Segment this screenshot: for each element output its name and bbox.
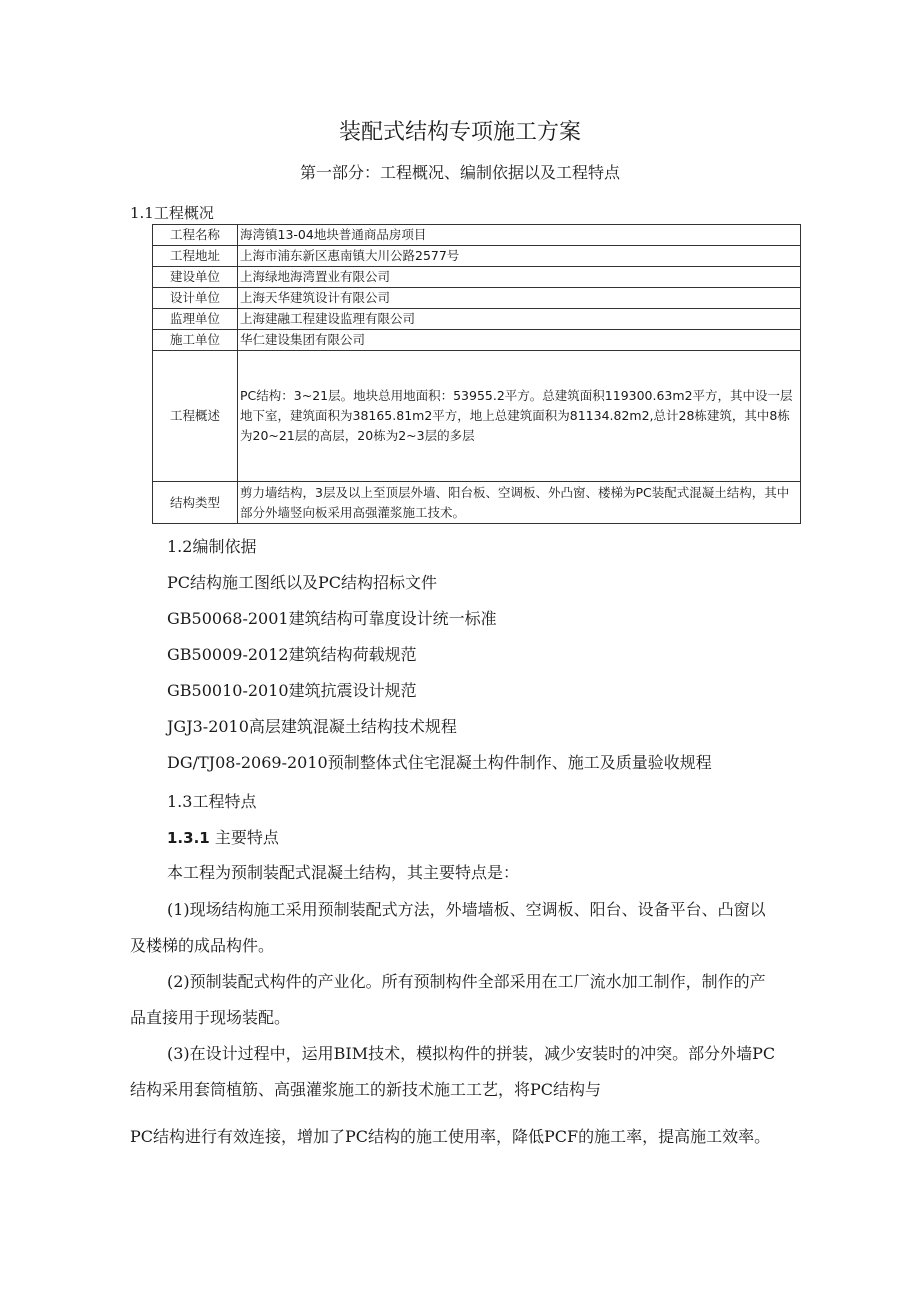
paragraph-line: (3)在设计过程中，运用BIM技术，模拟构件的拼装，减少安装时的冲突。部分外墙PC [167, 1044, 776, 1063]
document-subtitle: 第一部分：工程概况、编制依据以及工程特点 [299, 163, 620, 182]
section-1-1-heading: 1.1工程概况 [130, 204, 214, 222]
list-item: GB50010-2010建筑抗震设计规范 [167, 681, 417, 700]
table-row [153, 267, 801, 288]
table-value: PC结构：3~21层。地块总用地面积：53955.2平方。总建筑面积119300.63m2平方，其中设一层地下室，建筑面积为38165.81m2平方，地上总建筑面积为81134.82m2,总计28栋建筑，其中8栋为20~21层的高层，20栋为2~3层的多层 [238, 351, 801, 482]
paragraph-line: (2)预制装配式构件的产业化。所有预制构件全部采用在工厂流水加工制作，制作的产 [167, 972, 766, 991]
table-value: 上海建融工程建设监理有限公司 [238, 309, 801, 330]
table-value: 海湾镇13-04地块普通商品房项目 [238, 225, 801, 246]
list-item: PC结构施工图纸以及PC结构招标文件 [167, 573, 438, 592]
table-label: 工程名称 [153, 225, 238, 246]
table-value: 上海天华建筑设计有限公司 [238, 288, 801, 309]
section-1-3-1-heading [167, 825, 279, 848]
table-row [153, 482, 801, 524]
paragraph-line: 及楼梯的成品构件。 [130, 936, 275, 955]
section-1-3-heading: 1.3工程特点 [167, 792, 257, 811]
paragraph-line: PC结构进行有效连接，增加了PC结构的施工使用率，降低PCF的施工率，提高施工效率。 [130, 1127, 771, 1146]
table-row [153, 351, 801, 482]
table-label: 建设单位 [153, 267, 238, 288]
table-label: 工程概述 [153, 351, 238, 482]
section-1-2-heading: 1.2编制依据 [167, 537, 257, 556]
list-item: JGJ3-2010高层建筑混凝土结构技术规程 [167, 717, 457, 736]
table-value: 上海绿地海湾置业有限公司 [238, 267, 801, 288]
list-item: GB50068-2001建筑结构可靠度设计统一标准 [167, 609, 497, 628]
table-row [153, 288, 801, 309]
table-label: 施工单位 [153, 330, 238, 351]
table-row [153, 246, 801, 267]
document-title: 装配式结构专项施工方案 [338, 120, 581, 145]
table-value: 华仁建设集团有限公司 [238, 330, 801, 351]
paragraph-line: (1)现场结构施工采用预制装配式方法，外墙墙板、空调板、阳台、设备平台、凸窗以 [167, 900, 766, 919]
table-label: 工程地址 [153, 246, 238, 267]
list-item: GB50009-2012建筑结构荷载规范 [167, 645, 417, 664]
table-row [153, 330, 801, 351]
table-label: 监理单位 [153, 309, 238, 330]
section-number: 1.3.1 [167, 829, 210, 847]
table-label: 结构类型 [153, 482, 238, 524]
project-info-table [152, 224, 801, 524]
section-title: 主要特点 [214, 828, 279, 847]
table-label: 设计单位 [153, 288, 238, 309]
list-item: DG/TJ08-2069-2010预制整体式住宅混凝土构件制作、施工及质量验收规程 [167, 753, 712, 772]
paragraph-line: 品直接用于现场装配。 [130, 1008, 291, 1027]
paragraph-line: 结构采用套筒植筋、高强灌浆施工的新技术施工工艺，将PC结构与 [130, 1080, 602, 1099]
intro-paragraph: 本工程为预制装配式混凝土结构，其主要特点是： [167, 863, 520, 882]
table-row [153, 309, 801, 330]
table-row [153, 225, 801, 246]
table-value: 上海市浦东新区惠南镇大川公路2577号 [238, 246, 801, 267]
table-value: 剪力墙结构，3层及以上至顶层外墙、阳台板、空调板、外凸窗、楼梯为PC装配式混凝土结构，其中部分外墙竖向板采用高强灌浆施工技术。 [238, 482, 801, 524]
